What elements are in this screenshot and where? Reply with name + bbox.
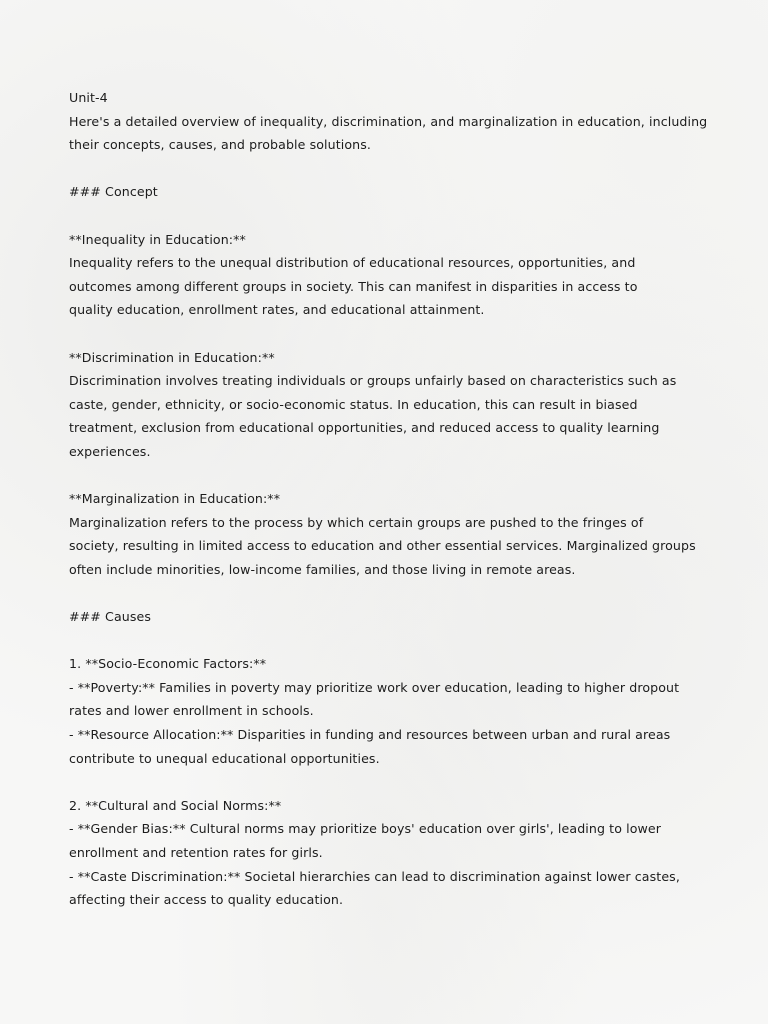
cultural-heading: 2. **Cultural and Social Norms:** xyxy=(69,797,282,813)
concept-heading: ### Concept xyxy=(69,184,158,200)
cultural-line: enrollment and retention rates for girls. xyxy=(69,845,323,860)
marginalization-line: Marginalization refers to the process by which certain groups are pushed to the fringes of xyxy=(69,514,644,530)
discrimination-heading: **Discrimination in Education:** xyxy=(69,349,275,365)
causes-heading: ### Causes xyxy=(69,609,152,625)
marginalization-heading: **Marginalization in Education:** xyxy=(69,491,281,507)
socio-economic-line: contribute to unequal educational opportunities. xyxy=(69,750,380,766)
discrimination-line: treatment, exclusion from educational opportunities, and reduced access to quality learning xyxy=(69,420,660,436)
marginalization-line: often include minorities, low-income families, and those living in remote areas. xyxy=(69,561,576,577)
blank-line xyxy=(69,770,729,794)
cultural-line: - **Caste Discrimination:** Societal hierarchies can lead to discrimination against lower castes, xyxy=(69,868,680,884)
socio-economic-line: rates and lower enrollment in schools. xyxy=(69,703,314,719)
socio-economic-line: - **Resource Allocation:** Disparities in funding and resources between urban and rural areas xyxy=(69,727,671,743)
blank-line xyxy=(69,629,729,653)
blank-line xyxy=(69,157,729,181)
inequality-line: quality education, enrollment rates, and educational attainment. xyxy=(69,302,485,318)
blank-line xyxy=(69,581,729,605)
inequality-line: outcomes among different groups in society. This can manifest in disparities in access to xyxy=(69,278,638,294)
inequality-heading: **Inequality in Education:** xyxy=(69,231,246,247)
discrimination-line: caste, gender, ethnicity, or socio-economic status. In education, this can result in biased xyxy=(69,396,638,412)
unit-label: Unit-4 xyxy=(69,90,108,105)
socio-economic-heading: 1. **Socio-Economic Factors:** xyxy=(69,656,267,672)
cultural-line: affecting their access to quality education. xyxy=(69,892,344,908)
inequality-line: Inequality refers to the unequal distribution of educational resources, opportunities, and xyxy=(69,255,636,271)
marginalization-line: society, resulting in limited access to education and other essential services. Marginalized groups xyxy=(69,538,696,554)
blank-line xyxy=(69,322,729,346)
intro-line: Here's a detailed overview of inequality, discrimination, and marginalization in education, including xyxy=(69,113,708,129)
socio-economic-line: - **Poverty:** Families in poverty may prioritize work over education, leading to higher dropout xyxy=(69,679,680,695)
discrimination-line: experiences. xyxy=(69,443,151,459)
discrimination-line: Discrimination involves treating individuals or groups unfairly based on characteristics such as xyxy=(69,373,677,389)
blank-line xyxy=(69,464,729,488)
document-body xyxy=(69,86,729,912)
cultural-line: - **Gender Bias:** Cultural norms may prioritize boys' education over girls', leading to lower xyxy=(69,821,662,837)
blank-line xyxy=(69,204,729,228)
intro-line: their concepts, causes, and probable solutions. xyxy=(69,137,372,153)
